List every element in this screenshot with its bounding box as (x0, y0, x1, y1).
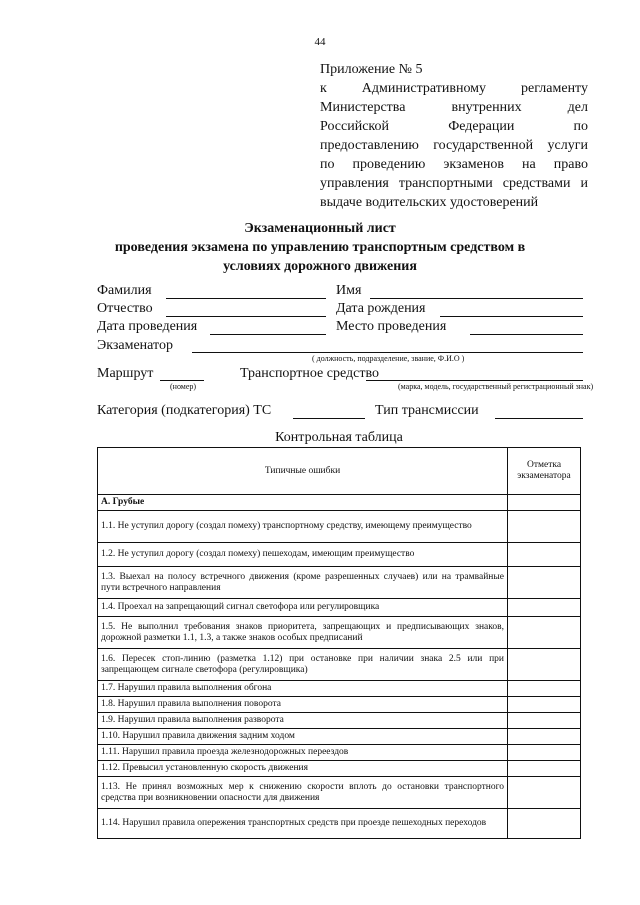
appendix-line: по проведению экзаменов на право (320, 157, 588, 172)
examiner-field[interactable] (192, 352, 583, 353)
document-title: Экзаменационный лист (244, 221, 396, 236)
table-row: 1.3. Выехал на полосу встречного движения (кроме разрешенных случаев) или на трамвайные пути встречного направления (98, 567, 508, 599)
column-header-errors: Типичные ошибки (98, 448, 508, 495)
appendix-line: управления транспортными средствами и (320, 176, 588, 191)
category-field[interactable] (293, 418, 365, 419)
page-number: 44 (314, 36, 326, 48)
examiner-label: Экзаменатор (97, 338, 173, 353)
mark-cell[interactable] (508, 729, 581, 745)
surname-label: Фамилия (97, 283, 152, 298)
mark-cell[interactable] (508, 681, 581, 697)
appendix-line: Российской Федерации по (320, 119, 588, 134)
birth-date-field[interactable] (440, 316, 583, 317)
appendix-line: Министерства внутренних дел (320, 100, 588, 115)
exam-date-label: Дата проведения (97, 319, 198, 334)
table-row: 1.10. Нарушил правила движения задним ходом (98, 729, 508, 745)
route-hint: (номер) (170, 382, 197, 391)
control-table (97, 447, 581, 839)
table-row: 1.7. Нарушил правила выполнения обгона (98, 681, 508, 697)
vehicle-label: Транспортное средство (240, 366, 379, 381)
transmission-field[interactable] (495, 418, 583, 419)
category-label: Категория (подкатегория) ТС (97, 403, 272, 418)
section-title: А. Грубые (98, 495, 508, 511)
mark-cell[interactable] (508, 761, 581, 777)
table-caption: Контрольная таблица (275, 430, 403, 445)
appendix-line: выдаче водительских удостоверений (320, 195, 539, 210)
appendix-line: предоставлению государственной услуги (320, 138, 588, 153)
table-row: 1.12. Превысил установленную скорость движения (98, 761, 508, 777)
document-title: проведения экзамена по управлению транспортным средством в (114, 240, 526, 255)
mark-cell[interactable] (508, 713, 581, 729)
appendix-block (320, 60, 588, 212)
document-title: условиях дорожного движения (223, 259, 417, 274)
table-row: 1.1. Не уступил дорогу (создал помеху) транспортному средству, имеющему преимущество (98, 511, 508, 543)
birth-date-label: Дата рождения (336, 301, 426, 316)
route-field[interactable] (160, 380, 204, 381)
mark-cell[interactable] (508, 495, 581, 511)
table-row: 1.6. Пересек стоп-линию (разметка 1.12) при остановке при наличии знака 2.5 или при запрещающем сигнале светофора (регулировщика) (98, 649, 508, 681)
exam-date-field[interactable] (210, 334, 326, 335)
mark-cell[interactable] (508, 599, 581, 617)
exam-place-field[interactable] (470, 334, 583, 335)
mark-cell[interactable] (508, 511, 581, 543)
patronymic-field[interactable] (166, 316, 326, 317)
mark-cell[interactable] (508, 697, 581, 713)
patronymic-label: Отчество (97, 301, 153, 316)
mark-cell[interactable] (508, 809, 581, 839)
column-header-mark: Отметка экзаменатора (508, 448, 581, 495)
table-row: 1.8. Нарушил правила выполнения поворота (98, 697, 508, 713)
table-row: 1.5. Не выполнил требования знаков приоритета, запрещающих и предписывающих знаков, дорожной разметки 1.1, 1.3, а также знаков особых предписаний (98, 617, 508, 649)
mark-cell[interactable] (508, 745, 581, 761)
exam-place-label: Место проведения (336, 319, 447, 334)
examiner-hint: ( должность, подразделение, звание, Ф.И.О ) (312, 354, 465, 363)
vehicle-field[interactable] (366, 380, 583, 381)
table-row: 1.14. Нарушил правила опережения транспортных средств при проезде пешеходных переходов (98, 809, 508, 839)
appendix-line: к Административному регламенту (320, 81, 588, 96)
vehicle-hint: (марка, модель, государственный регистрационный знак) (398, 382, 594, 391)
table-row: 1.4. Проехал на запрещающий сигнал светофора или регулировщика (98, 599, 508, 617)
table-row: 1.13. Не принял возможных мер к снижению скорости вплоть до остановки транспортного средства при возникновении опасности для движения (98, 777, 508, 809)
mark-cell[interactable] (508, 617, 581, 649)
surname-field[interactable] (166, 298, 326, 299)
table-row: 1.2. Не уступил дорогу (создал помеху) пешеходам, имеющим преимущество (98, 543, 508, 567)
mark-cell[interactable] (508, 649, 581, 681)
transmission-label: Тип трансмиссии (375, 403, 479, 418)
mark-cell[interactable] (508, 777, 581, 809)
mark-cell[interactable] (508, 567, 581, 599)
table-row: 1.11. Нарушил правила проезда железнодорожных переездов (98, 745, 508, 761)
name-label: Имя (336, 283, 362, 298)
name-field[interactable] (370, 298, 583, 299)
mark-cell[interactable] (508, 543, 581, 567)
route-label: Маршрут (97, 366, 154, 381)
table-row: 1.9. Нарушил правила выполнения разворота (98, 713, 508, 729)
appendix-line: Приложение № 5 (320, 62, 423, 77)
